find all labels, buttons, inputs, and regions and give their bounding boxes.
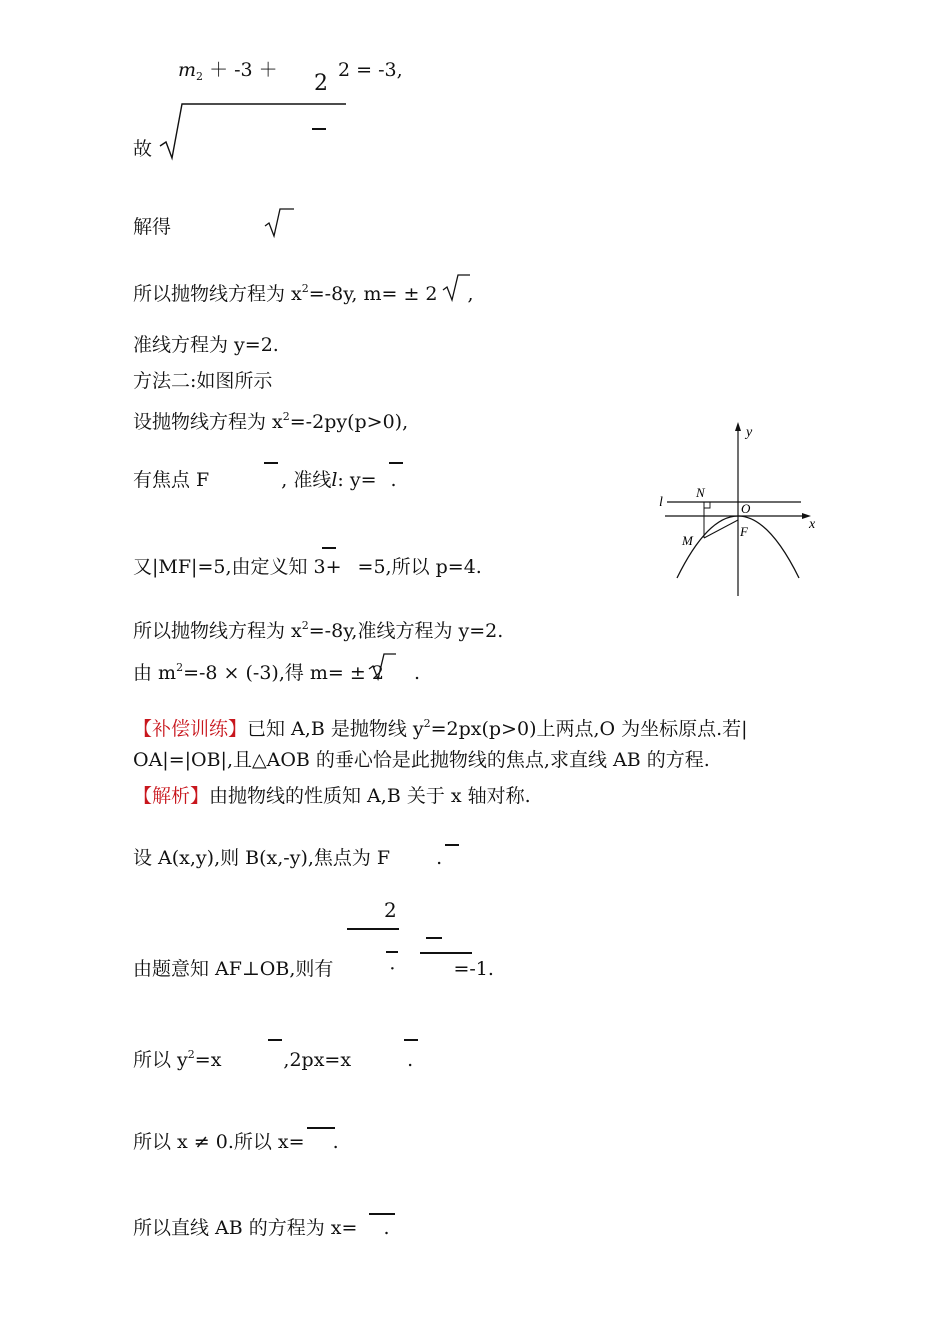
fraction-bar-focus [264,462,278,464]
line-mf [133,555,482,579]
sqrt-sign-2 [264,208,296,238]
top-fragment [178,58,278,89]
l12-b: . [436,847,443,869]
l7-sup: 2 [301,619,309,632]
supplement-tag: 【补偿训练】 [133,718,248,740]
line-parabola-directrix [133,614,503,643]
l8-b: =-8 × (-3),得 m= ± 2 [183,662,384,684]
line-focus [133,468,397,492]
line-directrix: 准线方程为 y=2. [133,334,279,356]
line-supplement-2: OA|=|OB|,且△AOB 的垂心恰是此抛物线的焦点,求直线 AB 的方程. [133,749,710,771]
l12-a: 设 A(x,y),则 B(x,-y),焦点为 F [133,847,391,869]
l1-a: 所以抛物线方程为 x [133,283,302,305]
fraction-bar-directrix [389,462,403,464]
label-n: N [696,485,705,500]
line-y-squared [133,1043,413,1072]
l14-b: =x [194,1049,222,1071]
l14-d: . [407,1049,414,1071]
l11-a: 由抛物线的性质知 A,B 关于 x 轴对称. [209,785,531,807]
top-right: 2 = ‐3, [338,59,403,81]
line-set-a [133,846,442,870]
top-m: m [178,59,197,81]
label-y: y [746,425,753,440]
line-supplement [133,712,748,741]
l5-b: , 准线 [281,469,332,491]
l14-sup: 2 [187,1048,195,1061]
sqrt-sign-4 [368,653,398,681]
fraction-bar-mf [322,547,336,549]
analysis-tag: 【解析】 [133,785,210,807]
l5-l: l [331,469,338,491]
l7-b: =-8y,准线方程为 y=2. [308,620,504,642]
l1-sup: 2 [301,282,309,295]
l8-sup: 2 [176,661,184,674]
l9-a: 已知 A,B 是抛物线 y [247,718,424,740]
label-m: M [682,533,693,548]
l13-a: 由题意知 AF⊥OB,则有 [133,958,334,980]
fraction-bar-2px [404,1039,418,1041]
line-set-parabola [133,405,408,434]
l5-d: . [390,469,397,491]
line-perpendicular [133,957,494,981]
line-x-neq-0 [133,1130,339,1154]
l8-c: . [413,662,420,684]
fraction-bar-y2 [268,1039,282,1041]
l1-b: =-8y, m= ± 2 [308,283,438,305]
fraction-bar-1 [312,128,326,130]
fraction-bar-x [307,1127,335,1129]
line-parabola-eq [133,277,474,306]
segment-mf [704,520,738,538]
l14-c: ,2px=x [283,1049,352,1071]
fraction-bar-f [445,844,459,846]
fraction-bar-small [426,937,442,939]
sqrt-sign-3 [442,274,472,302]
label-x: x [809,517,816,532]
l9-b: =2px(p>0)上两点,O 为坐标原点.若| [430,718,748,740]
y-axis-arrow [735,422,741,431]
sqrt-sign-large [158,102,348,162]
l15-a: 所以 x ≠ 0.所以 x= [133,1131,305,1153]
l6-b: =5,所以 p=4. [357,556,482,578]
l4-b: =-2py(p>0), [289,411,409,433]
l7-a: 所以抛物线方程为 x [133,620,302,642]
gu-text: 故 [133,138,153,160]
l4-sup: 2 [282,410,290,423]
label-o: O [741,501,751,516]
l8-a: 由 m [133,662,177,684]
top-two: 2 [314,71,328,96]
fraction-bar-mini [386,951,398,953]
l6-a: 又|MF|=5,由定义知 3+ [133,556,342,578]
top-mid: ＋ ‐3 ＋ [209,59,278,81]
line-analysis [133,784,531,808]
jiede-text: 解得 [133,216,172,238]
l16-a: 所以直线 AB 的方程为 x= [133,1217,358,1239]
l15-b: . [332,1131,339,1153]
l9-sup: 2 [423,717,431,730]
l1-c: , [467,283,474,305]
l4-a: 设抛物线方程为 x [133,411,283,433]
fraction-bar-ab [369,1213,395,1215]
fraction-bar-large-2 [420,952,472,954]
l13-dot: · [389,958,396,980]
l14-a: 所以 y [133,1049,188,1071]
l13-b: =-1. [453,958,494,980]
top-m-sub: 2 [196,70,204,83]
right-angle-mark [704,502,710,508]
frac-top-2: 2 [384,898,397,922]
l5-c: : y= [337,469,377,491]
label-f: F [740,524,748,539]
line-method-two: 方法二:如图所示 [133,370,273,392]
label-l: l [659,495,663,510]
line-ab-equation [133,1216,390,1240]
l16-b: . [383,1217,390,1239]
l5-a: 有焦点 F [133,469,210,491]
parabola-figure [655,420,835,600]
fraction-bar-large-1 [347,928,399,930]
